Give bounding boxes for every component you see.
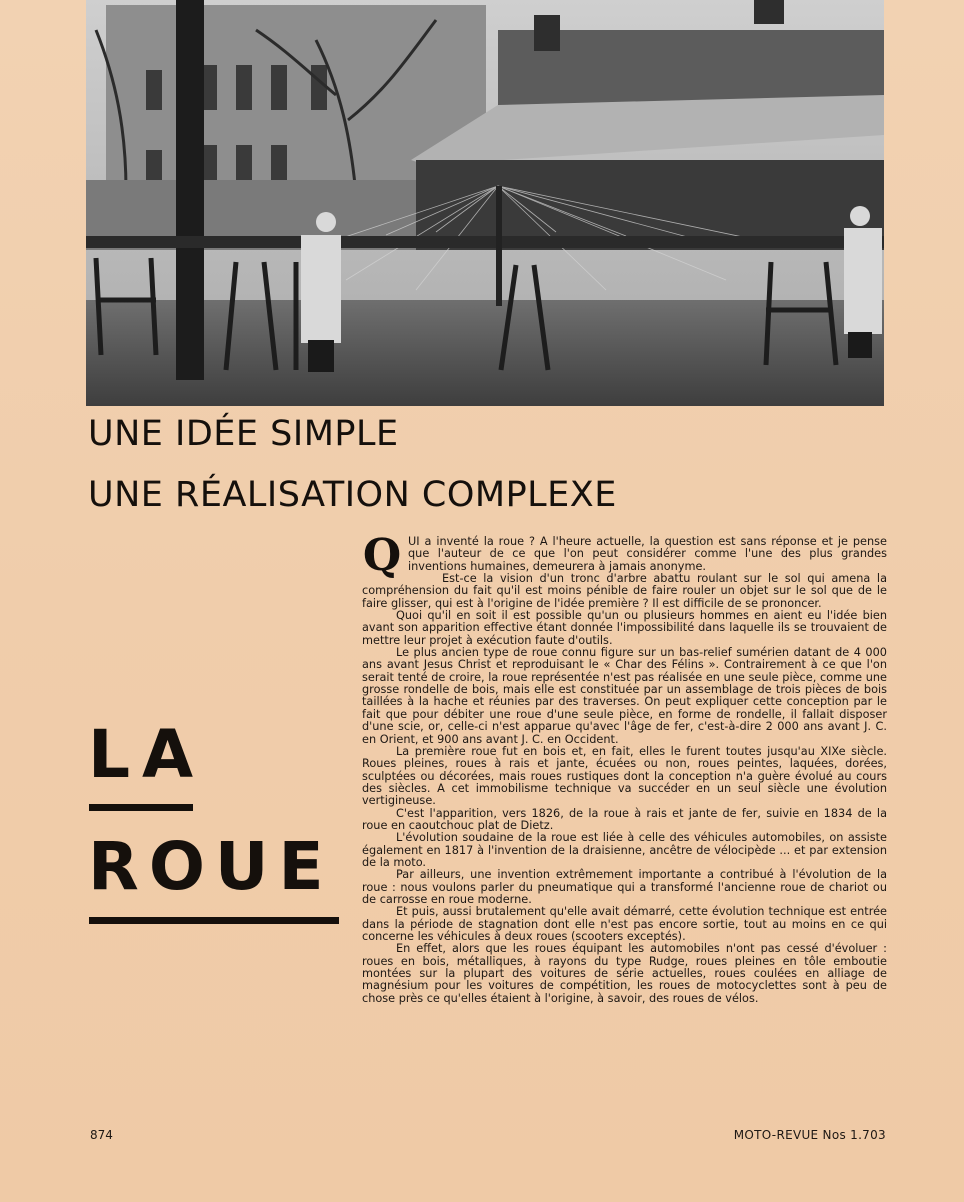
article-paragraph: Est-ce la vision d'un tronc d'arbre abattu roulant sur le sol qui amena la compréhension du fait qu'il est moins pénible de faire rouler un objet sur le sol que de le faire glisser, qui est à l'origine de l'idée première ? Il est difficile de se prononcer. [362, 572, 887, 610]
article-paragraph: Quoi qu'il en soit il est possible qu'un ou plusieurs hommes en aient eu l'idée bien avant son apparition effective étant donnée l'impossibilité dans laquelle ils se trouvaient de mettre leur projet à exécution faute d'outils. [362, 609, 887, 647]
article-paragraph: Et puis, aussi brutalement qu'elle avait démarré, cette évolution technique est entrée dans la période de stagnation dont elle n'est pas encore sortie, tout au moins en ce qui concerne les véhicules à deux roues (scooters exceptés). [362, 905, 887, 943]
wheel-construction-photo [86, 0, 884, 406]
article-paragraph: Par ailleurs, une invention extrêmement importante a contribué à l'évolution de la roue : nous voulons parler du pneumatique qui a transformé l'ancienne roue de chariot ou de carrosse en roue moderne. [362, 868, 887, 906]
title-roue: ROUE [88, 828, 334, 905]
article-paragraph: C'est l'apparition, vers 1826, de la roue à rais et jante de fer, suivie en 1834 de la roue en caoutchouc plat de Dietz. [362, 806, 887, 832]
title-rule-top [89, 804, 193, 811]
journal-issue: MOTO-REVUE Nos 1.703 [733, 1128, 886, 1142]
article-paragraph: La première roue fut en bois et, en fait, elles le furent toutes jusqu'au XIXe siècle. Roues pleines, roues à rais et jante, écuées ou non, roues peintes, laquées, dorées, sculptées ou décorées, mais roues rustiques dont la conception n'a guère évolué au cours des siècles. A cet immobilisme technique va succéder en un seul siècle une évolution vertigineuse. [362, 744, 887, 808]
article-paragraph: L'évolution soudaine de la roue est liée à celle des véhicules automobiles, on assiste également en 1817 à l'invention de la draisienne, ancêtre de vélocipède ... et par extension de la moto. [362, 831, 887, 869]
article-paragraph: UI a inventé la roue ? A l'heure actuelle, la question est sans réponse et je pense que l'auteur de ce que l'on peut considérer comme l'une des plus grandes inventions humaines, demeurera à jamais anonyme. [408, 535, 887, 573]
headline-line-2: UNE RÉALISATION COMPLEXE [88, 475, 617, 515]
headline-line-1: UNE IDÉE SIMPLE [88, 414, 399, 454]
title-rule-bottom [89, 917, 339, 924]
title-la: LA [88, 716, 206, 793]
article-paragraph: En effet, alors que les roues équipant les automobiles n'ont pas cessé d'évoluer : roues en bois, métalliques, à rayons du type Rudge, roues pleines en tôle emboutie montées sur la plupart des voitures de série actuelles, roues coulées en alliage de magnésium pour les voitures de compétition, les roues de motocyclettes sont à peu de chose près ce qu'elles étaient à l'origine, à savoir, des roues de vélos. [362, 942, 887, 1005]
page-number: 874 [90, 1128, 113, 1142]
article-paragraph: Le plus ancien type de roue connu figure sur un bas-relief sumérien datant de 4 000 ans avant Jesus Christ et reproduisant le « Char des Félins ». Contrairement à ce que l'on serait tenté de croire, la roue représentée n'est pas réalisée en une seule pièce, comme une grosse rondelle de bois, mais elle est constituée par un assemblage de trois pièces de bois taillées à la hache et réunies par des traverses. On peut expliquer cette conception par le fait que pour débiter une roue d'une seule pièce, en forme de rondelle, il fallait disposer d'une scie, or, celle-ci n'est apparue qu'avec l'âge de fer, c'est-à-dire 2 000 ans avant J. C. en Orient, et 900 ans avant J. C. en Occident. [362, 646, 887, 746]
article-body [362, 530, 887, 1005]
dropcap-letter: Q [362, 530, 402, 581]
dropcap [362, 530, 402, 581]
